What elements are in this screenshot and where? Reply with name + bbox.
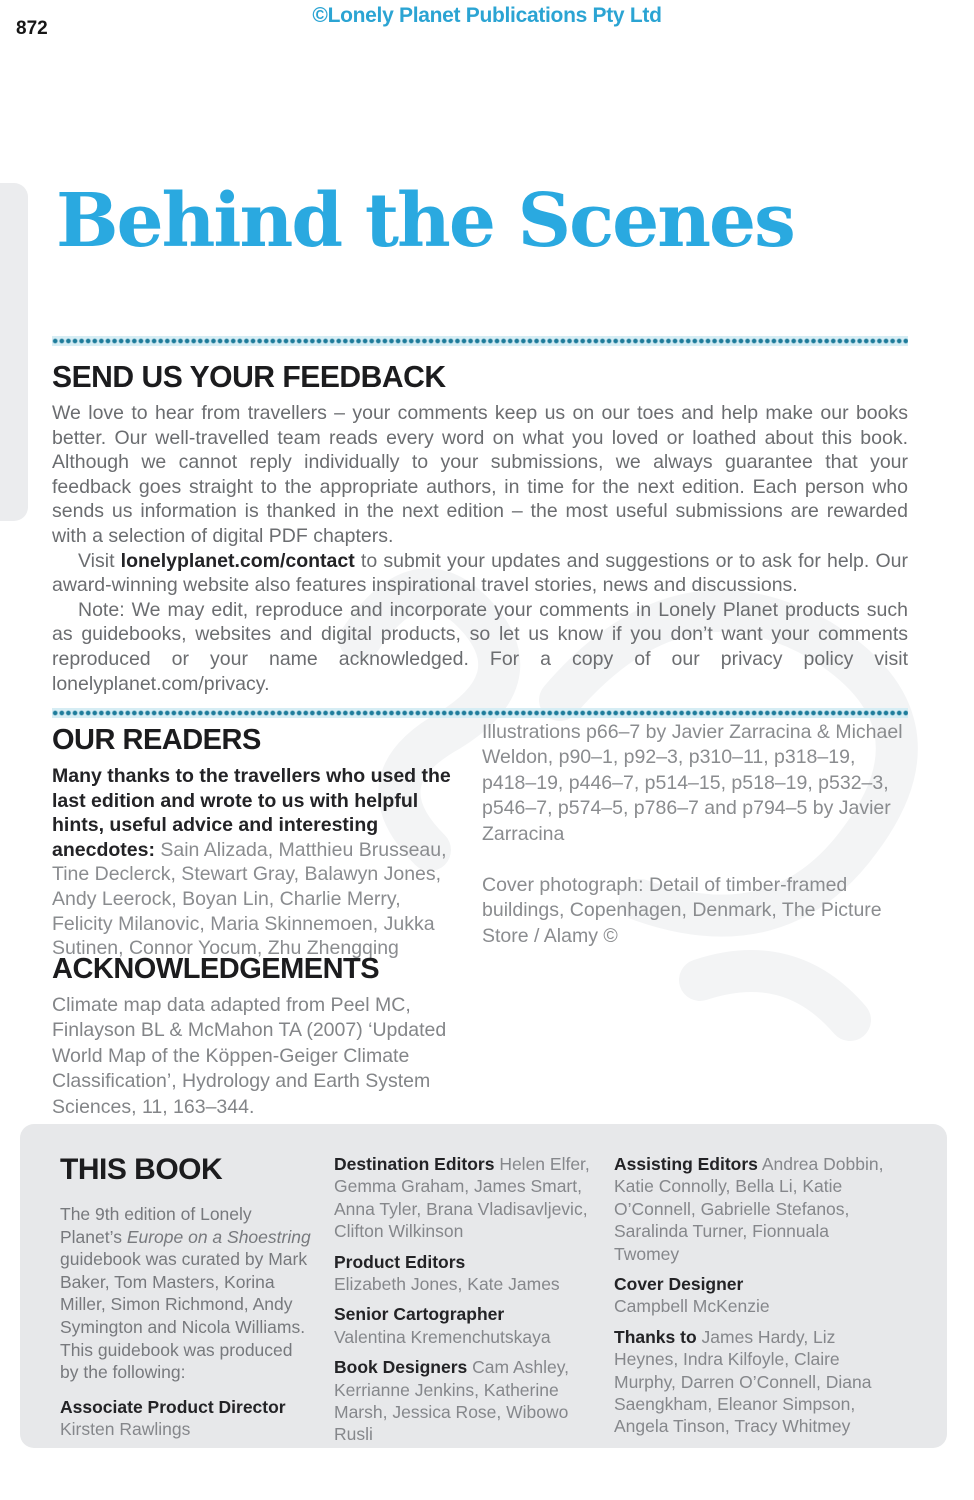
credit-associate-product-director: Associate Product Director Kirsten Rawlings	[60, 1396, 286, 1440]
copyright-header: ©Lonely Planet Publications Pty Ltd	[312, 4, 662, 27]
credit-book-designers: Book Designers Cam Ashley, Kerrianne Jenkins, Katherine Marsh, Jessica Rose, Wibowo Rusli	[334, 1357, 570, 1445]
credit-thanks-to: Thanks to James Hardy, Liz Heynes, Indra Kilfoyle, Claire Murphy, Darren O’Connell, Diana Saengkham, Eleanor Simpson, Angela Tinson, Tracy Whitmey	[614, 1326, 872, 1437]
this-book-column-2	[334, 1147, 592, 1454]
our-readers-intro: Many thanks to the travellers who used the last edition and wrote to us with helpful hints, useful advice and interesting anecdotes:	[52, 765, 451, 861]
feedback-paragraph-2-prefix: Visit	[78, 549, 121, 572]
our-readers-names: Sain Alizada, Matthieu Brusseau, Tine Declerck, Stewart Gray, Balawyn Jones, Andy Leerock, Boyan Lin, Charlie Merry, Felicity Milanovic, Maria Skinnemoen, Jukka Sutinen, Connor Yocum, Zhu Zhengqing	[52, 838, 447, 960]
feedback-paragraph-1: We love to hear from travellers – your comments keep us on our toes and help make our books better. Our well-travelled team reads every word on what you loved or loathed about this book. Although we cannot reply individually to your submissions, we always guarantee that your feedback goes straight to the appropriate authors, in time for the next edition. Each person who sends us information is thanked in the next edition – the most useful submissions are rewarded with a selection of digital PDF chapters.	[52, 402, 908, 547]
our-readers-paragraph	[52, 764, 462, 961]
page-number: 872	[16, 18, 48, 39]
credit-assisting-editors: Assisting Editors Andrea Dobbin, Katie Connolly, Bella Li, Katie O’Connell, Gabrielle Stefanos, Saralinda Turner, Fionnuala Twomey	[614, 1154, 884, 1264]
feedback-paragraph-2	[52, 549, 908, 598]
credit-cover-designer: Cover Designer Campbell McKenzie	[614, 1274, 770, 1317]
our-readers-section	[52, 720, 462, 961]
illustrations-credit: Illustrations p66–7 by Javier Zarracina & Michael Weldon, p90–1, p92–3, p310–11, p318–19, p418–19, p446–7, p514–15, p518–19, p532–3, p546–7, p574–5, p786–7 and p794–5 by Javier Zarracina	[482, 721, 903, 845]
this-book-column-1	[60, 1147, 312, 1454]
this-book-intro-pre: The 9th edition of Lonely Planet’s	[60, 1204, 252, 1247]
our-readers-heading: OUR READERS	[52, 724, 261, 756]
feedback-section	[52, 336, 908, 718]
this-book-box	[20, 1124, 947, 1448]
this-book-intro	[60, 1203, 312, 1384]
dotted-divider-top	[52, 336, 908, 346]
this-book-heading: THIS BOOK	[60, 1153, 223, 1186]
this-book-column-3	[614, 1147, 896, 1454]
credit-senior-cartographer: Senior Cartographer Valentina Kremenchutskaya	[334, 1304, 551, 1347]
page-title: Behind the Scenes	[56, 178, 794, 264]
credit-product-editors: Product Editors Elizabeth Jones, Kate James	[334, 1251, 560, 1295]
readers-illustrations-columns	[52, 720, 908, 961]
dotted-divider-bottom	[52, 708, 908, 718]
feedback-heading: SEND US YOUR FEEDBACK	[52, 359, 446, 394]
cover-photograph-credit: Cover photograph: Detail of timber-framed buildings, Copenhagen, Denmark, The Picture Store / Alamy ©	[482, 874, 882, 947]
acknowledgements-paragraph: Climate map data adapted from Peel MC, Finlayson BL & McMahon TA (2007) ‘Updated World Map of the Köppen-Geiger Climate Classification’, Hydrology and Earth System Sciences, 11, 163–344.	[52, 994, 447, 1118]
acknowledgements-heading: ACKNOWLEDGEMENTS	[52, 953, 380, 985]
page-edge-tab	[0, 183, 28, 521]
acknowledgements-section	[52, 953, 488, 1120]
this-book-title-italic: Europe on a Shoestring	[126, 1226, 311, 1247]
feedback-paragraph-2-suffix: to submit your updates and suggestions or to ask for help. Our award-winning website also features inspirational travel stories, news and discussions.	[52, 549, 908, 597]
contact-url: lonelyplanet.com/contact	[120, 549, 355, 572]
this-book-intro-post: guidebook was curated by Mark Baker, Tom Masters, Korina Miller, Simon Richmond, Andy Symington and Nicola Williams. This guidebook was produced by the following:	[60, 1249, 308, 1383]
credit-destination-editors: Destination Editors Helen Elfer, Gemma Graham, James Smart, Anna Tyler, Brana Vladisavljevic, Clifton Wilkinson	[334, 1154, 590, 1242]
feedback-paragraph-3: Note: We may edit, reproduce and incorporate your comments in Lonely Planet products such as guidebooks, websites and digital products, so let us know if you don’t want your comments reproduced or your name acknowledged. For a copy of our privacy policy visit lonelyplanet.com/privacy.	[52, 598, 908, 695]
illustrations-section	[482, 720, 908, 961]
